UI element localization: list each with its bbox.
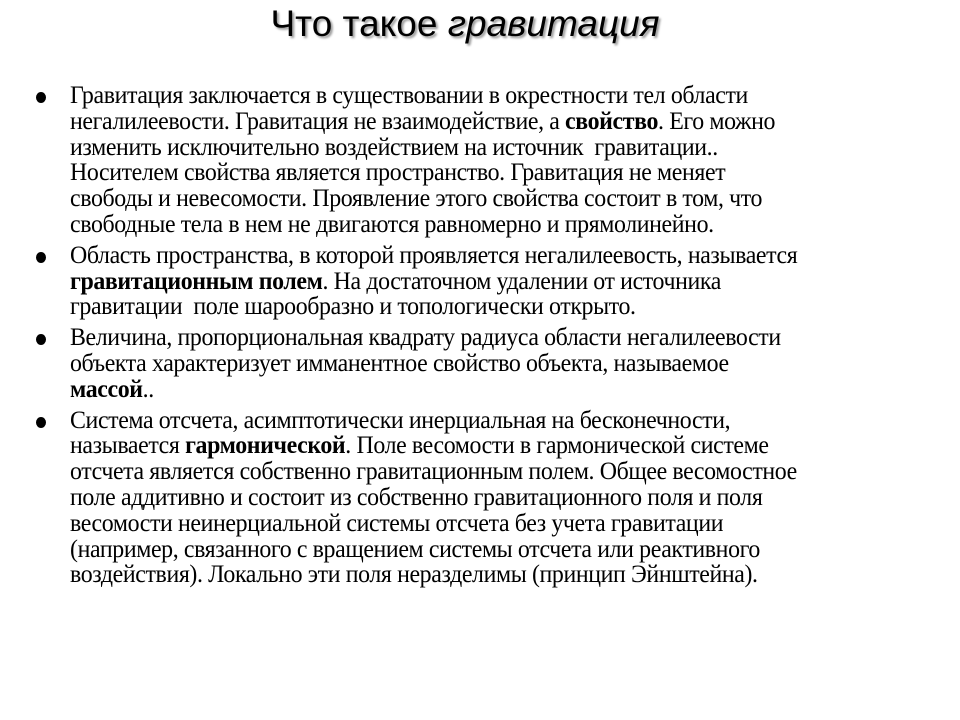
text-segment: свободные тела в нем не двигаются равномерно и прямолинейно. [70, 210, 714, 238]
text-line [70, 511, 920, 537]
text-segment: объекта характеризует имманентное свойство объекта, называемое [70, 349, 729, 377]
text-segment: . Поле весомости в гармонической системе [345, 432, 769, 460]
text-segment: поле аддитивно и состоит из собственно гравитационного поля и поля [70, 483, 763, 511]
text-segment: Носителем свойства является пространство. Гравитация не меняет [70, 159, 726, 187]
bold-term: свойство [565, 107, 659, 135]
bold-term: массой [70, 375, 143, 403]
text-line [70, 135, 920, 161]
text-segment: Система отсчета, асимптотически инерциальная на бесконечности, [70, 406, 731, 434]
text-line [70, 243, 920, 269]
text-line [70, 186, 920, 212]
text-line [70, 294, 920, 320]
text-line [70, 160, 920, 186]
text-segment: . На достаточном удалении от источника [322, 267, 721, 295]
text-segment: изменить исключительно воздействием на источник гравитации.. [70, 133, 718, 161]
text-segment: Величина, пропорциональная квадрату радиуса области негалилеевости [70, 324, 781, 352]
bullet-item [0, 83, 960, 238]
text-segment: весомости неинерциальной системы отсчета без учета гравитации [70, 509, 724, 537]
text-line [70, 377, 920, 403]
text-segment: воздействия). Локально эти поля неразделимы (принцип Эйнштейна). [70, 561, 758, 589]
text-line [70, 109, 920, 135]
bullet-icon [36, 334, 46, 345]
text-line [70, 433, 920, 459]
text-segment: .. [142, 375, 154, 403]
title-italic: гравитация [447, 3, 660, 44]
text-line [70, 537, 920, 563]
text-line [70, 408, 920, 434]
text-segment: (например, связанного с вращением системы отсчета или реактивного [70, 535, 760, 563]
text-line [70, 351, 920, 377]
text-line [70, 485, 920, 511]
bullet-icon [36, 417, 46, 428]
text-line [70, 269, 920, 295]
text-segment: называется [70, 432, 186, 460]
text-line [70, 325, 920, 351]
text-line [70, 459, 920, 485]
text-segment: свободы и невесомости. Проявление этого свойства состоит в том, что [70, 185, 763, 213]
bold-term: гармонической [185, 432, 346, 460]
bold-term: гравитационным полем [70, 267, 323, 295]
text-segment: . Его можно [658, 107, 776, 135]
title-plain: Что такое [270, 3, 448, 44]
bullet-item [0, 408, 960, 589]
text-segment: негалилеевости. Гравитация не взаимодействие, а [70, 107, 566, 135]
bullet-icon [36, 252, 46, 263]
bullet-list [0, 83, 960, 593]
text-segment: гравитации поле шарообразно и топологически открыто. [70, 293, 636, 321]
text-segment: отсчета является собственно гравитационным полем. Общее весомостное [70, 458, 797, 486]
text-segment: Гравитация заключается в существовании в окрестности тел области [70, 82, 748, 109]
slide-title [0, 2, 930, 46]
bullet-icon [36, 92, 46, 103]
text-line [70, 83, 920, 109]
bullet-item [0, 243, 960, 320]
bullet-item [0, 325, 960, 402]
text-line [70, 562, 920, 588]
text-line [70, 212, 920, 238]
text-segment: Область пространства, в которой проявляется негалилеевость, называется [70, 241, 798, 269]
